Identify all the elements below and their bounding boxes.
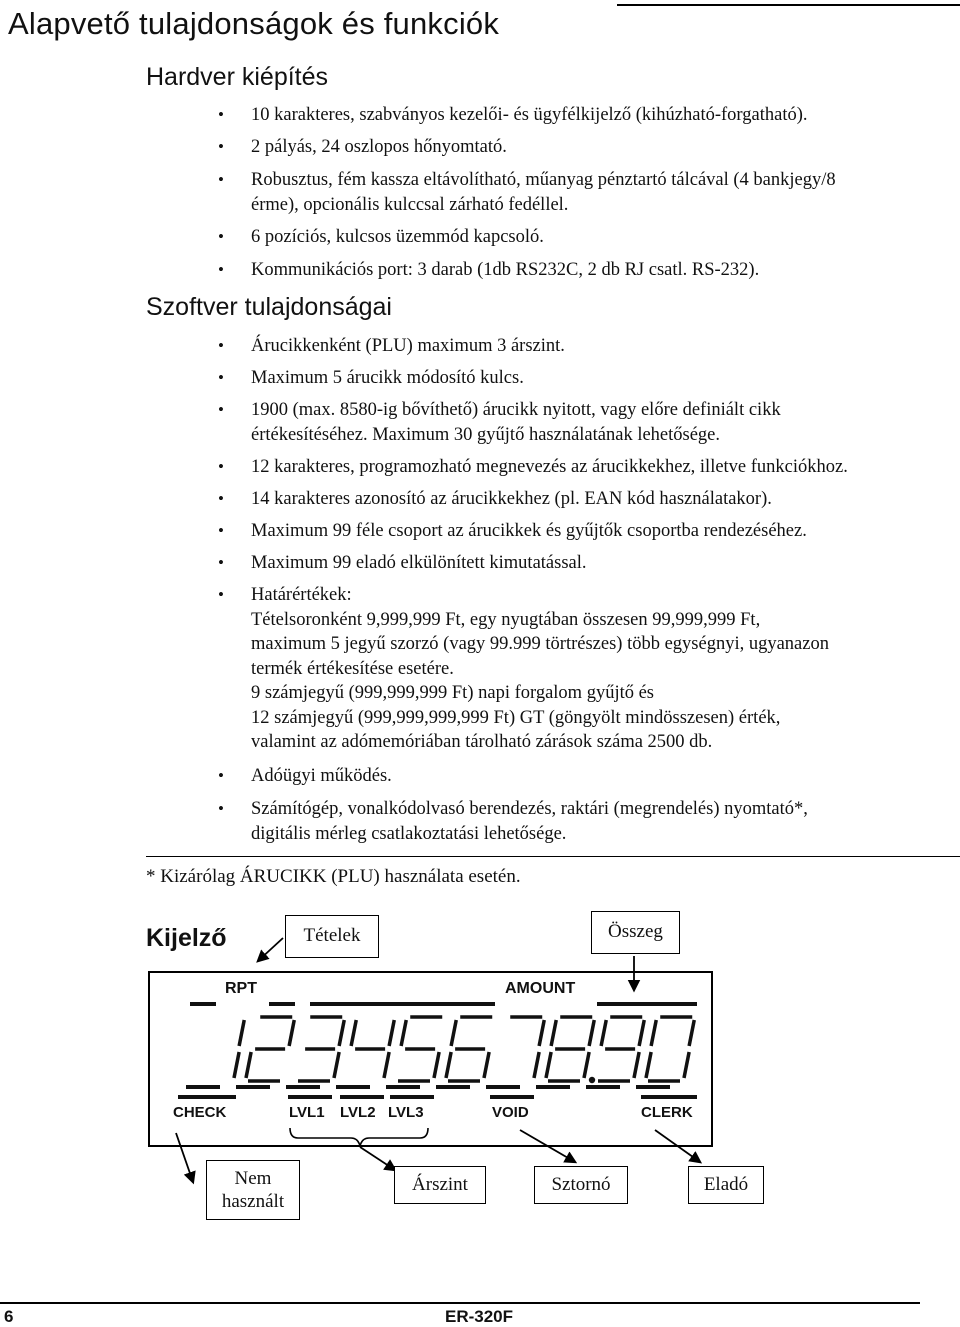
list-item [251, 135, 951, 160]
list-item [251, 455, 951, 480]
page-title: Alapvető tulajdonságok és funkciók [8, 6, 500, 41]
indicator-bar-clerk [641, 1095, 697, 1099]
list-item-line: termék értékesítése esetére. [251, 658, 454, 679]
list-item-line: • Maximum 99 féle csoport az árucikkek és gyűjtők csoportba rendezéséhez. [251, 521, 807, 541]
list-item [251, 168, 951, 217]
callout-nem-hasznalt [206, 1160, 300, 1220]
callout-osszeg [591, 911, 680, 954]
digit-4 [336, 1020, 394, 1089]
list-item [251, 103, 951, 128]
indicator-bar-amount-right [597, 1002, 697, 1006]
list-item-line: • Árucikkenként (PLU) maximum 3 árszint. [251, 336, 565, 356]
digit-2 [236, 1017, 294, 1089]
list-item-line: 9 számjegyű (999,999,999 Ft) napi forgalom gyűjtő és [251, 683, 655, 703]
callout-sztorno [534, 1166, 628, 1204]
list-item [251, 551, 951, 576]
callout-tetelek [285, 915, 379, 958]
hardware-heading: Hardver kiépítés [146, 63, 329, 91]
arrow-arszint [360, 1147, 395, 1170]
list-item [251, 487, 951, 512]
list-item-line: • Robusztus, fém kassza eltávolítható, műanyag pénztartó tálcával (4 bankjegy/8 [251, 170, 836, 190]
label-lvl2: LVL2 [340, 1104, 376, 1121]
indicator-bar-mid [310, 1002, 495, 1006]
arrow-tetelek [258, 938, 283, 961]
callout-hasznalt: használt [221, 1191, 285, 1212]
callout-tetelek-label: Tételek [303, 925, 361, 946]
label-lvl1: LVL1 [289, 1104, 325, 1121]
list-item-line: digitális mérleg csatlakoztatási lehetősége. [251, 823, 567, 844]
indicator-bar-rpt-left [190, 1002, 216, 1006]
display-heading: Kijelző [146, 924, 227, 952]
digit-6 [436, 1017, 492, 1089]
list-item-line: valamint az adómemóriában tárolható zárások száma 2500 db. [251, 732, 713, 752]
label-rpt: RPT [225, 980, 257, 997]
list-item-line: • 1900 (max. 8580-ig bővíthető) árucikk nyitott, vagy előre definiált cikk [251, 400, 781, 420]
list-item [251, 366, 951, 391]
digit-1 [186, 1020, 244, 1089]
indicator-bar-lvl2 [340, 1095, 384, 1099]
indicator-bar-check [178, 1095, 236, 1099]
list-item [251, 398, 951, 447]
indicator-bar-rpt-right [269, 1002, 295, 1006]
list-item-line: érme), opcionális kulccsal zárható fedéllel. [251, 194, 569, 215]
list-item-line: • 6 pozíciós, kulcsos üzemmód kapcsoló. [251, 227, 544, 247]
label-lvl3: LVL3 [388, 1104, 424, 1121]
seven-segment-digits [150, 973, 711, 1145]
list-item-line: 12 számjegyű (999,999,999,999 Ft) GT (göngyölt mindösszesen) érték, [251, 707, 781, 728]
software-heading: Szoftver tulajdonságai [146, 293, 392, 321]
callout-elado [688, 1166, 764, 1204]
list-item-line: • Számítógép, vonalkódolvasó berendezés, raktári (megrendelés) nyomtató*, [251, 799, 808, 819]
list-item-line: • Határértékek: [251, 585, 352, 605]
list-item-line: • 10 karakteres, szabványos kezelői- és ügyfélkijelző (kihúzható-forgatható). [251, 105, 808, 125]
list-item-line: • Maximum 99 eladó elkülönített kimutatással. [251, 553, 587, 573]
list-item [251, 797, 951, 846]
digit-3 [286, 1017, 344, 1089]
list-item [251, 583, 951, 755]
digit-10 [636, 1017, 694, 1089]
indicator-bar-void [490, 1095, 534, 1099]
label-clerk: CLERK [641, 1104, 693, 1121]
footnote: * Kizárólag ÁRUCIKK (PLU) használata esetén. [146, 866, 521, 887]
list-item-line: • 14 karakteres azonosító az árucikkekhez (pl. EAN kód használatakor). [251, 489, 772, 509]
list-item [251, 225, 951, 250]
callout-arszint [394, 1166, 486, 1204]
digit-8 [536, 1017, 594, 1089]
list-item-line: • 12 karakteres, programozható megnevezés az árucikkekhez, illetve funkciókhoz. [251, 457, 848, 477]
lcd-display [148, 971, 713, 1147]
callout-osszeg-label: Összeg [608, 921, 663, 942]
footer-rule [0, 1302, 920, 1304]
list-item-line: értékesítéséhez. Maximum 30 gyűjtő használatának lehetősége. [251, 424, 721, 445]
list-item-line: • Kommunikációs port: 3 darab (1db RS232C, 2 db RJ csatl. RS-232). [251, 260, 760, 280]
list-item-line: • Adóügyi működés. [251, 766, 392, 786]
list-item-line: Tételsoronként 9,999,999 Ft, egy nyugtában összesen 99,999,999 Ft, [251, 609, 761, 630]
indicator-bar-lvl1 [288, 1095, 332, 1099]
list-item [251, 334, 951, 359]
label-void: VOID [492, 1104, 529, 1121]
callout-elado-label: Eladó [703, 1174, 749, 1195]
footnote-rule [146, 856, 960, 857]
indicator-bar-lvl3 [390, 1095, 434, 1099]
callout-arszint-label: Árszint [412, 1174, 468, 1195]
list-item-line: • Maximum 5 árucikk módosító kulcs. [251, 368, 524, 388]
callout-sztorno-label: Sztornó [551, 1174, 611, 1195]
digit-7 [486, 1017, 544, 1089]
list-item-line: maximum 5 jegyű szorzó (vagy 99.999 törtrészes) több egységnyi, ugyanazon [251, 634, 829, 654]
top-rule [617, 4, 960, 6]
label-check: CHECK [173, 1104, 227, 1121]
page-number: 6 [4, 1307, 14, 1326]
callout-nem: Nem [234, 1168, 272, 1189]
list-item [251, 258, 951, 283]
list-item [251, 519, 951, 544]
list-item-line: • 2 pályás, 24 oszlopos hőnyomtató. [251, 137, 507, 157]
digit-9 [586, 1017, 644, 1089]
model-name: ER-320F [445, 1307, 514, 1326]
label-amount: AMOUNT [505, 980, 576, 997]
list-item [251, 764, 951, 789]
decimal-point [589, 1077, 595, 1083]
